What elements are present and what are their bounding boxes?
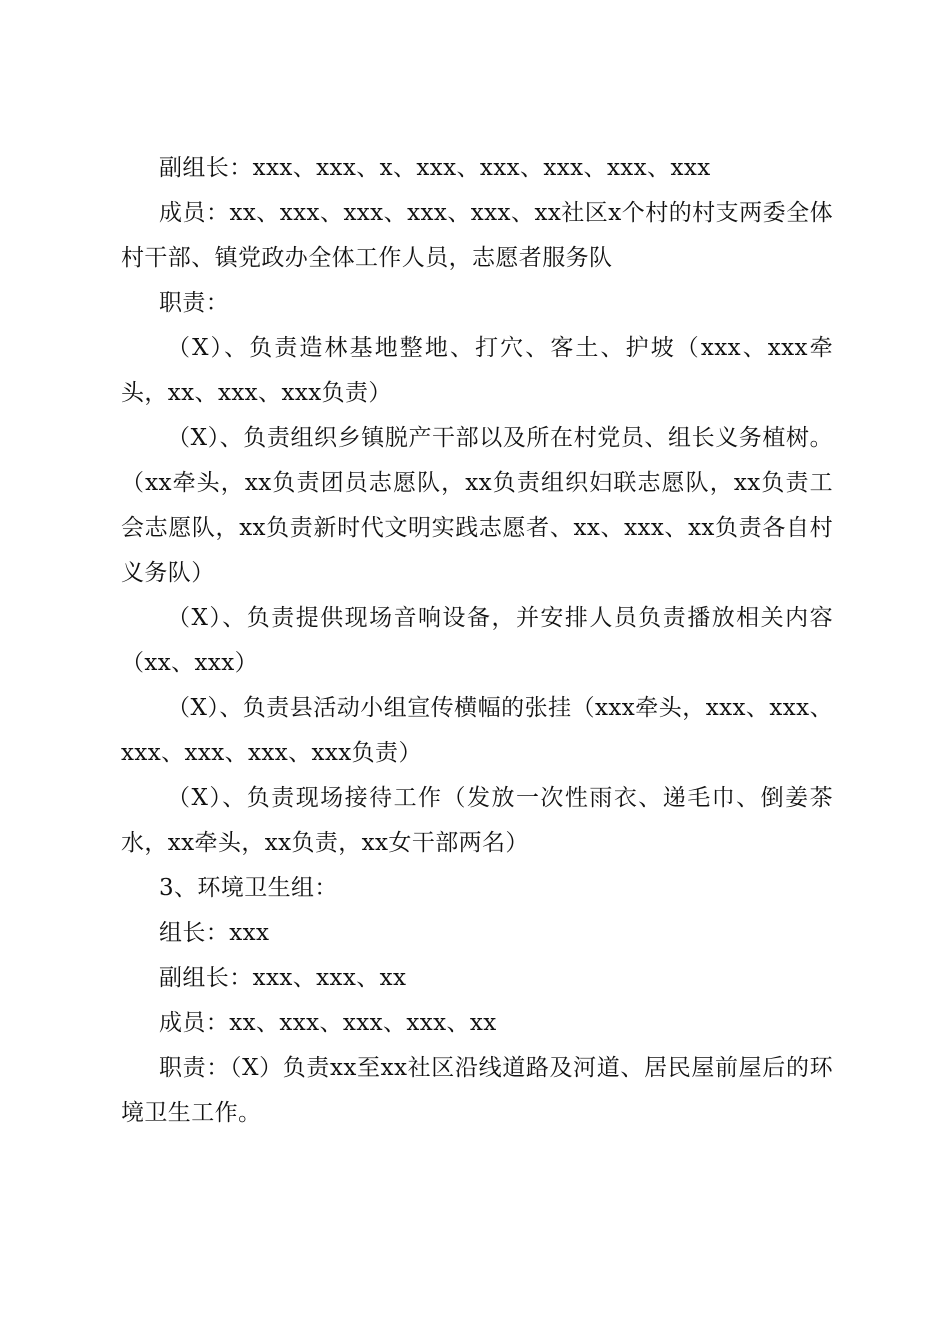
paragraph-members: 成员：xx、xxx、xxx、xxx、xxx、xx社区x个村的村支两委全体村干部、镇党政办全体工作人员，志愿者服务队 <box>121 200 833 271</box>
paragraph-environment-group-heading: 3、环境卫生组： <box>159 875 338 901</box>
paragraph-duty-5: （X）、负责现场接待工作（发放一次性雨衣、递毛巾、倒姜茶水，xx牵头，xx负责，xx女干部两名） <box>121 785 833 856</box>
paragraph-deputy-leaders: 副组长：xxx、xxx、x、xxx、xxx、xxx、xxx、xxx <box>159 155 711 181</box>
paragraph-duty-1: （X）、负责造林基地整地、打穴、客土、护坡（xxx、xxx牵头，xx、xxx、xxx负责） <box>121 335 833 406</box>
paragraph-duty-4: （X）、负责县活动小组宣传横幅的张挂（xxx牵头，xxx、xxx、xxx、xxx、xxx、xxx负责） <box>121 695 833 766</box>
paragraph-group-leader: 组长：xxx <box>159 920 270 946</box>
paragraph-deputy-group-leaders: 副组长：xxx、xxx、xx <box>159 965 407 991</box>
paragraph-duties-heading: 职责： <box>159 290 230 316</box>
paragraph-duty-3: （X）、负责提供现场音响设备，并安排人员负责播放相关内容（xx、xxx） <box>121 605 833 676</box>
paragraph-duty-2: （X）、负责组织乡镇脱产干部以及所在村党员、组长义务植树。（xx牵头，xx负责团员志愿队，xx负责组织妇联志愿队，xx负责工会志愿队，xx负责新时代文明实践志愿者、xx、xxx、xx负责各自村义务队） <box>121 425 833 586</box>
paragraph-environment-duties: 职责：（X）负责xx至xx社区沿线道路及河道、居民屋前屋后的环境卫生工作。 <box>121 1055 833 1126</box>
document-body <box>121 146 833 1136</box>
paragraph-environment-members: 成员：xx、xxx、xxx、xxx、xx <box>159 1010 497 1036</box>
